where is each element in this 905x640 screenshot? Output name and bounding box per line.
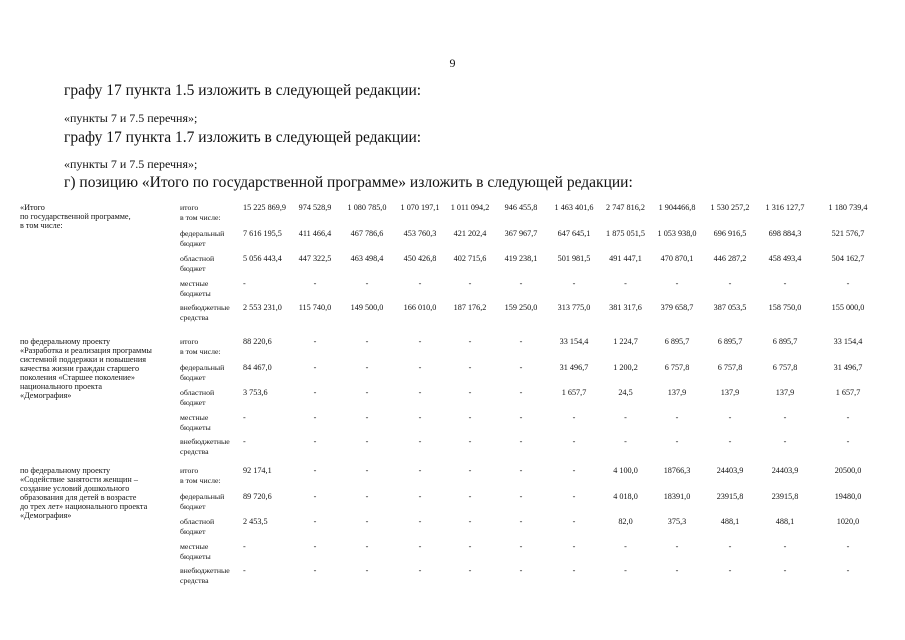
table-cell: - (783, 279, 787, 288)
row-source-label: внебюджетные средства (180, 566, 230, 585)
table-cell: - (519, 517, 523, 526)
table-cell: 1 180 739,4 (828, 203, 868, 212)
row-source-label: местные бюджеты (180, 542, 211, 561)
table-cell: - (728, 566, 732, 575)
table-cell: 7 616 195,5 (243, 229, 282, 238)
table-cell: - (624, 542, 627, 551)
paragraph-graph17-p15: графу 17 пункта 1.5 изложить в следующей редакции: (64, 82, 422, 99)
table-cell: 1 904466,8 (658, 203, 696, 212)
table-cell: - (418, 466, 422, 475)
row-source-label: федеральный бюджет (180, 363, 225, 382)
table-cell: - (572, 466, 576, 475)
row-source-label: внебюджетные средства (180, 437, 230, 456)
table-cell: - (418, 413, 422, 422)
table-cell: - (675, 566, 679, 575)
table-cell: - (365, 388, 369, 397)
table-cell: 375,3 (667, 517, 687, 526)
table-cell: 387 053,5 (713, 303, 747, 312)
row-source-label: итого в том числе: (180, 203, 221, 222)
table-cell: 4 018,0 (613, 492, 638, 501)
paragraph-items-2: «пункты 7 и 7.5 перечня»; (64, 157, 198, 171)
table-cell: - (519, 566, 523, 575)
table-cell: - (418, 492, 422, 501)
table-cell: 158 750,0 (768, 303, 802, 312)
table-cell: - (313, 566, 317, 575)
table-cell: - (624, 437, 627, 446)
table-cell: 137,9 (775, 388, 795, 397)
table-cell: 402 715,6 (453, 254, 487, 263)
table-cell: - (365, 363, 369, 372)
table-cell: - (519, 363, 523, 372)
table-cell: - (846, 413, 850, 422)
table-cell: - (365, 566, 369, 575)
table-cell: - (519, 492, 523, 501)
table-cell: - (728, 279, 732, 288)
table-cell: 1 657,7 (835, 388, 861, 397)
table-cell: 467 786,6 (350, 229, 384, 238)
paragraph-total-position: г) позицию «Итого по государственной программе» изложить в следующей редакции: (64, 174, 633, 191)
table-cell: 19480,0 (834, 492, 862, 501)
table-cell: 1 875 051,5 (606, 229, 645, 238)
table-cell: 23915,8 (771, 492, 799, 501)
table-cell: - (468, 413, 472, 422)
table-cell: - (313, 413, 317, 422)
table-cell: - (418, 566, 422, 575)
table-cell: - (313, 466, 317, 475)
table-cell: 2 553 231,0 (243, 303, 282, 312)
table-cell: 2 747 816,2 (606, 203, 645, 212)
table-cell: 6 895,7 (772, 337, 798, 346)
table-cell: 1 463 401,6 (554, 203, 594, 212)
row-source-label: местные бюджеты (180, 413, 211, 432)
table-cell: - (624, 566, 627, 575)
table-cell: - (468, 437, 472, 446)
table-cell: - (313, 437, 317, 446)
table-cell: 155 000,0 (831, 303, 865, 312)
table-cell: 33 154,4 (833, 337, 863, 346)
table-cell: - (365, 466, 369, 475)
table-cell: 1020,0 (836, 517, 860, 526)
block-label: по федеральному проекту «Разработка и реализация программы системной поддержки и повышения качества жизни граждан старшего поколения «Старшее поколение» национального проекта «Демография» (20, 337, 152, 400)
table-cell: - (624, 413, 627, 422)
table-cell: 5 056 443,4 (243, 254, 282, 263)
table-cell: 159 250,0 (504, 303, 538, 312)
table-cell: - (468, 279, 472, 288)
table-cell: - (519, 279, 523, 288)
table-cell: 18391,0 (663, 492, 691, 501)
table-cell: - (519, 337, 523, 346)
table-cell: - (572, 279, 576, 288)
table-cell: 1 011 094,2 (450, 203, 490, 212)
row-source-label: внебюджетные средства (180, 303, 230, 322)
table-cell: - (572, 437, 576, 446)
row-source-label: областной бюджет (180, 254, 215, 273)
table-cell: - (572, 566, 576, 575)
table-cell: - (519, 413, 523, 422)
block-label: «Итого по государственной программе, в том числе: (20, 203, 131, 230)
table-cell: 379 658,7 (660, 303, 694, 312)
table-cell: 18766,3 (663, 466, 691, 475)
table-cell: - (243, 566, 246, 575)
table-cell: - (675, 542, 679, 551)
table-cell: 24403,9 (771, 466, 799, 475)
table-cell: - (468, 337, 472, 346)
table-cell: 1 200,2 (613, 363, 638, 372)
table-cell: - (365, 492, 369, 501)
row-source-label: итого в том числе: (180, 337, 221, 356)
table-cell: 2 453,5 (243, 517, 268, 526)
table-cell: 463 498,4 (350, 254, 384, 263)
table-cell: 149 500,0 (350, 303, 384, 312)
row-source-label: федеральный бюджет (180, 229, 225, 248)
table-cell: - (313, 517, 317, 526)
table-cell: 453 760,3 (403, 229, 437, 238)
table-cell: - (519, 437, 523, 446)
table-cell: - (243, 542, 246, 551)
table-cell: - (313, 363, 317, 372)
table-cell: - (243, 413, 246, 422)
table-cell: 1 080 785,0 (347, 203, 387, 212)
table-cell: 23915,8 (716, 492, 744, 501)
table-cell: 447 322,5 (298, 254, 332, 263)
table-cell: - (243, 437, 246, 446)
table-cell: - (572, 542, 576, 551)
table-cell: 470 870,1 (660, 254, 694, 263)
table-cell: - (365, 413, 369, 422)
table-cell: 89 720,6 (243, 492, 272, 501)
table-cell: - (675, 279, 679, 288)
table-cell: - (313, 542, 317, 551)
table-cell: 501 981,5 (557, 254, 591, 263)
table-cell: 24,5 (618, 388, 633, 397)
table-cell: - (519, 542, 523, 551)
table-cell: 137,9 (720, 388, 740, 397)
table-cell: - (365, 517, 369, 526)
table-cell: - (418, 542, 422, 551)
table-cell: - (468, 492, 472, 501)
table-cell: - (468, 566, 472, 575)
table-cell: 137,9 (667, 388, 687, 397)
table-cell: 6 757,8 (772, 363, 798, 372)
table-cell: 450 426,8 (403, 254, 437, 263)
table-cell: - (783, 413, 787, 422)
table-cell: - (783, 437, 787, 446)
table-cell: - (468, 466, 472, 475)
row-source-label: федеральный бюджет (180, 492, 225, 511)
table-cell: 647 645,1 (557, 229, 591, 238)
row-source-label: областной бюджет (180, 388, 215, 407)
table-cell: - (728, 542, 732, 551)
table-cell: 974 528,9 (298, 203, 332, 212)
table-cell: 166 010,0 (403, 303, 437, 312)
table-cell: - (846, 279, 850, 288)
table-cell: - (313, 279, 317, 288)
table-cell: - (846, 566, 850, 575)
table-cell: 488,1 (720, 517, 740, 526)
table-cell: 521 576,7 (831, 229, 865, 238)
table-cell: - (572, 492, 576, 501)
table-cell: - (313, 492, 317, 501)
table-cell: 411 466,4 (298, 229, 332, 238)
table-cell: - (365, 337, 369, 346)
table-cell: 367 967,7 (504, 229, 538, 238)
block-label: по федеральному проекту «Содействие занятости женщин – создание условий дошкольного образования для детей в возрасте до трех лет» национального проекта «Демография» (20, 466, 148, 520)
table-cell: - (468, 388, 472, 397)
table-cell: - (675, 437, 679, 446)
table-cell: - (418, 363, 422, 372)
table-cell: 1 316 127,7 (765, 203, 805, 212)
table-cell: - (418, 517, 422, 526)
table-cell: 491 447,1 (609, 254, 642, 263)
table-cell: 1 530 257,2 (710, 203, 750, 212)
page-number: 9 (449, 56, 456, 70)
table-cell: - (572, 517, 576, 526)
row-source-label: местные бюджеты (180, 279, 211, 298)
table-cell: 6 757,8 (717, 363, 743, 372)
paragraph-graph17-p17: графу 17 пункта 1.7 изложить в следующей редакции: (64, 129, 422, 146)
table-cell: - (572, 413, 576, 422)
table-cell: 115 740,0 (298, 303, 332, 312)
row-source-label: итого в том числе: (180, 466, 221, 485)
table-cell: 15 225 869,9 (243, 203, 286, 212)
table-cell: 4 100,0 (613, 466, 638, 475)
table-cell: 31 496,7 (833, 363, 863, 372)
table-cell: - (519, 466, 523, 475)
table-cell: - (468, 542, 472, 551)
table-cell: 1 070 197,1 (400, 203, 440, 212)
table-cell: 31 496,7 (559, 363, 589, 372)
table-cell: 381 317,6 (609, 303, 642, 312)
table-cell: - (783, 542, 787, 551)
table-cell: 488,1 (775, 517, 795, 526)
table-cell: 88 220,6 (243, 337, 272, 346)
table-cell: - (846, 437, 850, 446)
paragraph-items-1: «пункты 7 и 7.5 перечня»; (64, 111, 198, 125)
table-cell: - (728, 437, 732, 446)
table-cell: 698 884,3 (768, 229, 802, 238)
table-cell: - (313, 388, 317, 397)
table-cell: 1 053 938,0 (657, 229, 697, 238)
table-cell: - (728, 413, 732, 422)
table-cell: 504 162,7 (831, 254, 865, 263)
table-cell: 458 493,4 (768, 254, 802, 263)
table-cell: - (243, 279, 246, 288)
table-cell: - (519, 388, 523, 397)
table-cell: 696 916,5 (713, 229, 747, 238)
table-cell: - (418, 279, 422, 288)
table-cell: - (675, 413, 679, 422)
table-cell: 6 757,8 (664, 363, 690, 372)
table-cell: 187 176,2 (453, 303, 487, 312)
table-cell: - (365, 437, 369, 446)
table-cell: - (783, 566, 787, 575)
table-cell: 24403,9 (716, 466, 744, 475)
table-cell: 446 287,2 (713, 254, 747, 263)
table-cell: - (365, 279, 369, 288)
table-cell: - (468, 517, 472, 526)
table-cell: 6 895,7 (717, 337, 743, 346)
table-cell: 3 753,6 (243, 388, 268, 397)
table-cell: 421 202,4 (453, 229, 487, 238)
table-cell: - (313, 337, 317, 346)
table-cell: - (418, 388, 422, 397)
table-cell: 313 775,0 (557, 303, 591, 312)
table-cell: 946 455,8 (504, 203, 538, 212)
table-cell: - (418, 337, 422, 346)
table-cell: 6 895,7 (664, 337, 690, 346)
table-cell: 20500,0 (834, 466, 862, 475)
table-cell: 419 238,1 (504, 254, 538, 263)
table-cell: - (624, 279, 627, 288)
table-cell: 1 224,7 (613, 337, 638, 346)
table-cell: 33 154,4 (559, 337, 589, 346)
table-cell: - (468, 363, 472, 372)
table-cell: - (418, 437, 422, 446)
row-source-label: областной бюджет (180, 517, 215, 536)
table-cell: 1 657,7 (561, 388, 587, 397)
table-cell: - (846, 542, 850, 551)
table-cell: 82,0 (618, 517, 633, 526)
table-cell: 84 467,0 (243, 363, 272, 372)
table-cell: - (365, 542, 369, 551)
table-cell: 92 174,1 (243, 466, 272, 475)
